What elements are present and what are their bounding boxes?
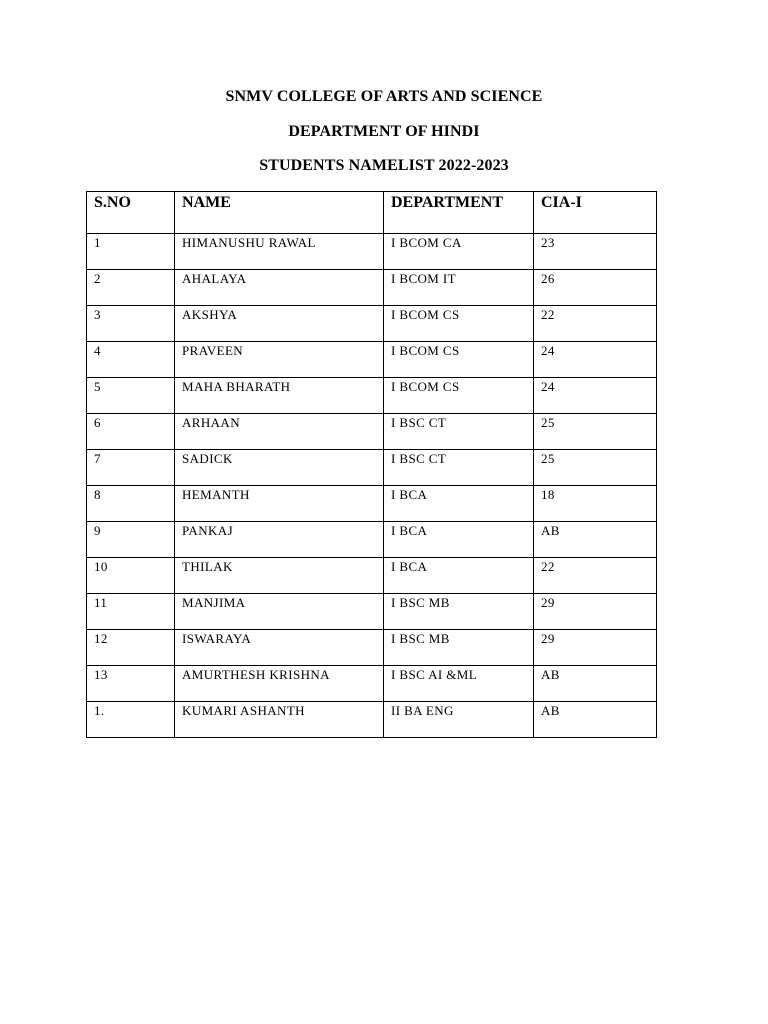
table-row (87, 594, 657, 630)
cell-cia: 29 (534, 594, 657, 630)
header-name: NAME (175, 192, 384, 234)
cell-cia: 25 (534, 414, 657, 450)
cell-cia: 22 (534, 306, 657, 342)
cell-name: PRAVEEN (175, 342, 384, 378)
cell-name: AKSHYA (175, 306, 384, 342)
header-department: DEPARTMENT (384, 192, 534, 234)
cell-name: HEMANTH (175, 486, 384, 522)
cell-name: SADICK (175, 450, 384, 486)
student-namelist-table (86, 191, 657, 738)
cell-department: I BCA (384, 558, 534, 594)
cell-name: MANJIMA (175, 594, 384, 630)
cell-sno: 9 (87, 522, 175, 558)
cell-department: I BSC CT (384, 450, 534, 486)
cell-department: II BA ENG (384, 702, 534, 738)
cell-cia: 18 (534, 486, 657, 522)
table-header-row (87, 192, 657, 234)
cell-name: THILAK (175, 558, 384, 594)
cell-cia: 29 (534, 630, 657, 666)
cell-name: ARHAAN (175, 414, 384, 450)
cell-sno: 5 (87, 378, 175, 414)
table-row (87, 630, 657, 666)
table-row (87, 342, 657, 378)
cell-sno: 11 (87, 594, 175, 630)
table-row (87, 306, 657, 342)
cell-cia: 24 (534, 342, 657, 378)
cell-department: I BSC CT (384, 414, 534, 450)
cell-department: I BCOM CS (384, 378, 534, 414)
table-row (87, 378, 657, 414)
cell-sno: 10 (87, 558, 175, 594)
cell-name: AMURTHESH KRISHNA (175, 666, 384, 702)
cell-department: I BCOM CS (384, 306, 534, 342)
cell-sno: 2 (87, 270, 175, 306)
cell-sno: 7 (87, 450, 175, 486)
table-row (87, 486, 657, 522)
college-name: SNMV COLLEGE OF ARTS AND SCIENCE (225, 88, 543, 105)
header-sno: S.NO (87, 192, 175, 234)
header-cia: CIA-I (534, 192, 657, 234)
table-row (87, 450, 657, 486)
cell-department: I BSC MB (384, 594, 534, 630)
table-row (87, 522, 657, 558)
cell-sno: 12 (87, 630, 175, 666)
table-row (87, 558, 657, 594)
cell-cia: AB (534, 666, 657, 702)
cell-department: I BSC AI &ML (384, 666, 534, 702)
table-row (87, 666, 657, 702)
cell-cia: 26 (534, 270, 657, 306)
cell-department: I BCOM IT (384, 270, 534, 306)
cell-name: HIMANUSHU RAWAL (175, 234, 384, 270)
table-row (87, 270, 657, 306)
cell-name: ISWARAYA (175, 630, 384, 666)
cell-cia: 22 (534, 558, 657, 594)
cell-sno: 1. (87, 702, 175, 738)
cell-name: MAHA BHARATH (175, 378, 384, 414)
cell-cia: AB (534, 702, 657, 738)
cell-sno: 1 (87, 234, 175, 270)
table-row (87, 414, 657, 450)
namelist-title: STUDENTS NAMELIST 2022-2023 (259, 157, 509, 174)
cell-name: PANKAJ (175, 522, 384, 558)
cell-name: AHALAYA (175, 270, 384, 306)
cell-cia: 23 (534, 234, 657, 270)
cell-cia: AB (534, 522, 657, 558)
cell-sno: 8 (87, 486, 175, 522)
cell-sno: 4 (87, 342, 175, 378)
cell-department: I BCOM CA (384, 234, 534, 270)
cell-cia: 24 (534, 378, 657, 414)
department-title: DEPARTMENT OF HINDI (288, 123, 480, 140)
cell-sno: 3 (87, 306, 175, 342)
cell-department: I BCA (384, 486, 534, 522)
cell-sno: 6 (87, 414, 175, 450)
cell-sno: 13 (87, 666, 175, 702)
cell-name: KUMARI ASHANTH (175, 702, 384, 738)
cell-cia: 25 (534, 450, 657, 486)
table-row (87, 234, 657, 270)
table-row (87, 702, 657, 738)
cell-department: I BCOM CS (384, 342, 534, 378)
cell-department: I BSC MB (384, 630, 534, 666)
cell-department: I BCA (384, 522, 534, 558)
